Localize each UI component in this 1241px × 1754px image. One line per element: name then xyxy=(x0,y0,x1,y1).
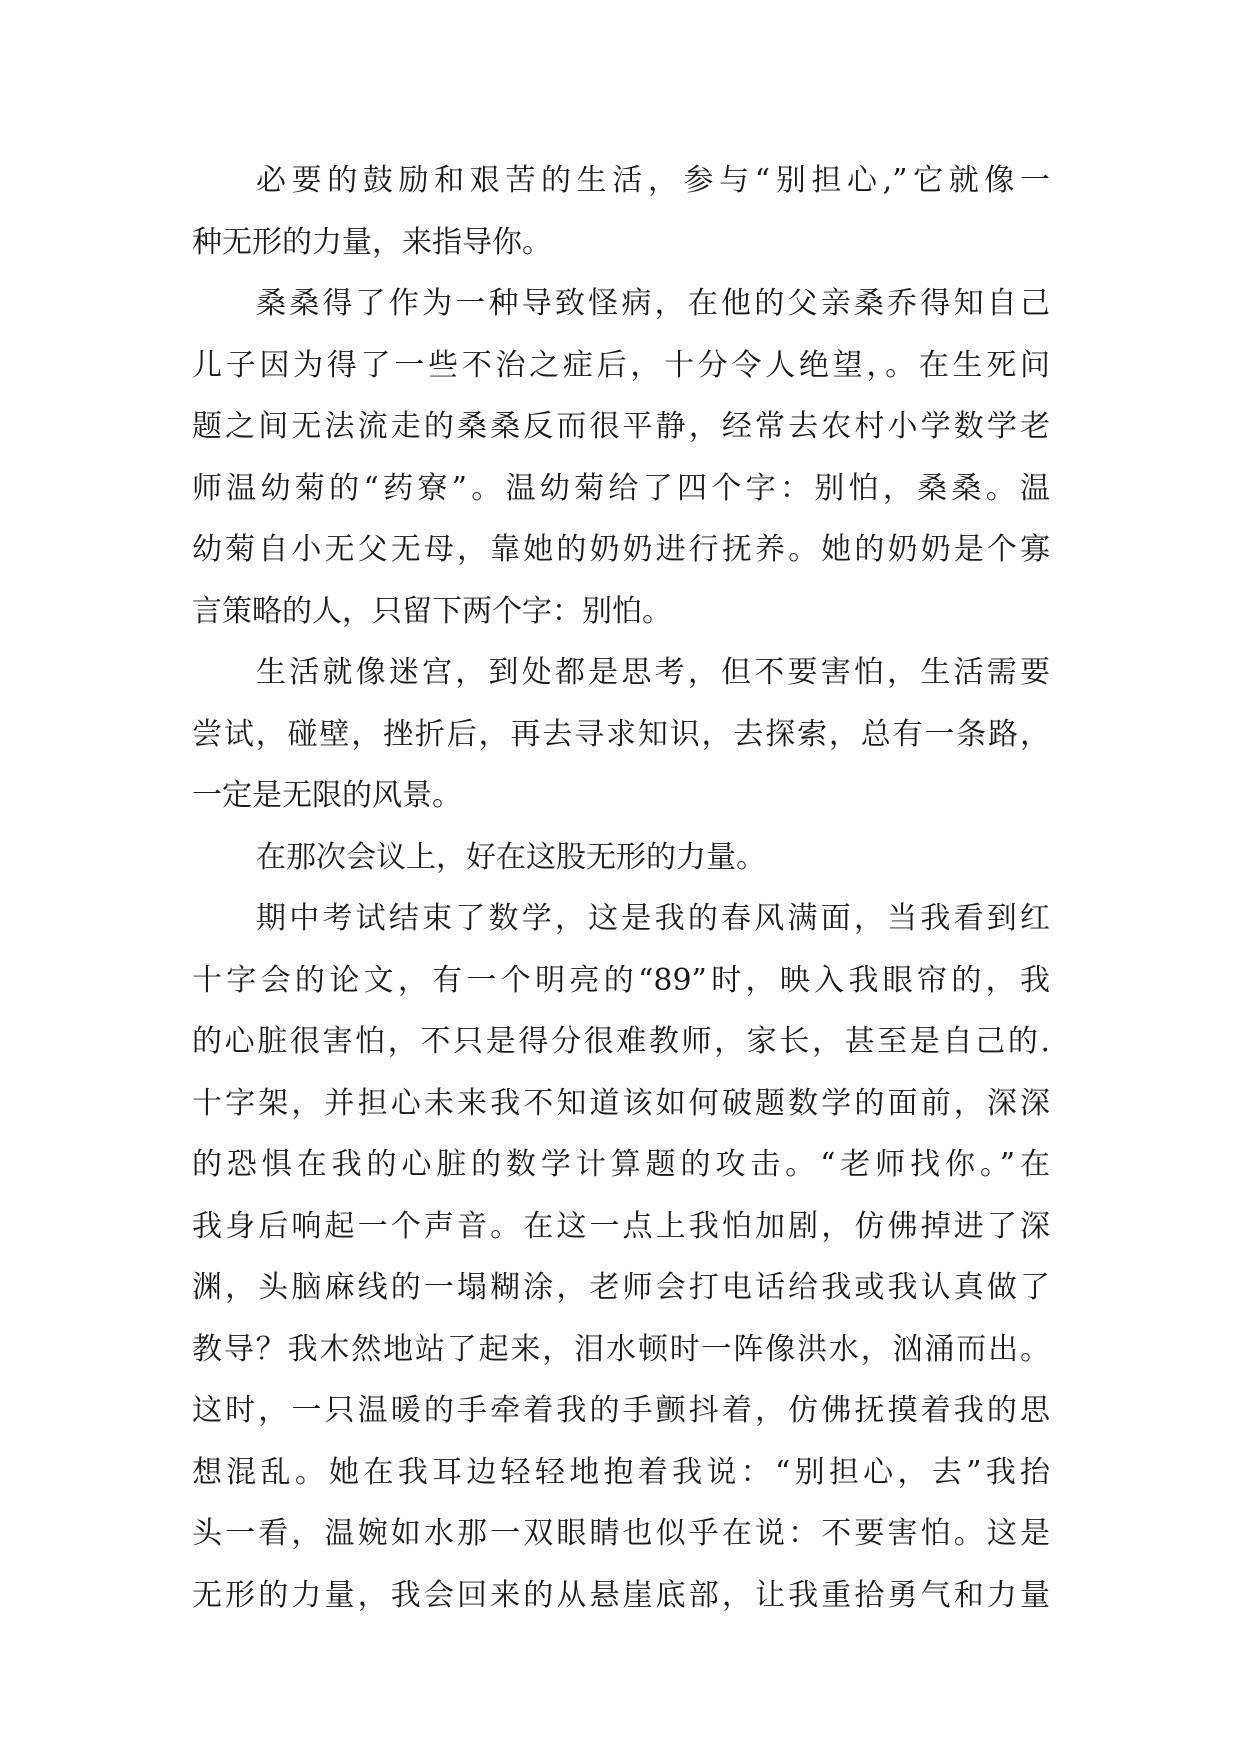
paragraph-line: 一定是无限的风景。 xyxy=(192,778,462,813)
paragraph-line: 这时，一只温暖的手牵着我的手颤抖着，仿佛抚摸着我的思 xyxy=(192,1393,1050,1428)
paragraph-line: 无形的力量，我会回来的从悬崖底部，让我重拾勇气和力量 xyxy=(192,1577,1050,1613)
document-body xyxy=(192,150,1050,1626)
paragraph-line: 我身后响起一个声音。在这一点上我怕加剧，仿佛掉进了深 xyxy=(192,1208,1050,1244)
paragraph-line: 头一看，温婉如水那一双眼睛也似乎在说：不要害怕。这是 xyxy=(192,1516,1050,1551)
paragraph-line: 生活就像迷宫，到处都是思考，但不要害怕，生活需要 xyxy=(256,655,1050,690)
paragraph-line: 题之间无法流走的桑桑反而很平静，经常去农村小学数学老 xyxy=(192,409,1050,444)
paragraph-line: 在那次会议上，好在这股无形的力量。 xyxy=(256,839,766,875)
paragraph-line: 必要的鼓励和艰苦的生活，参与“别担心,”它就像一 xyxy=(256,163,1050,198)
paragraph-line: 尝试，碰壁，挫折后，再去寻求知识，去探索，总有一条路， xyxy=(192,716,1050,752)
paragraph-line: 师温幼菊的“药寮”。温幼菊给了四个字：别怕，桑桑。温 xyxy=(192,470,1050,506)
paragraph-line: 儿子因为得了一些不治之症后，十分令人绝望，。在生死问 xyxy=(192,347,1050,383)
paragraph-line: 桑桑得了作为一种导致怪病，在他的父亲桑乔得知自己 xyxy=(256,286,1050,321)
paragraph-line: 期中考试结束了数学，这是我的春风满面，当我看到红 xyxy=(256,901,1050,936)
paragraph-line: 种无形的力量，来指导你。 xyxy=(192,224,552,260)
paragraph-line: 的心脏很害怕，不只是得分很难教师，家长，甚至是自己的. xyxy=(192,1024,1050,1059)
paragraph-line: 想混乱。她在我耳边轻轻地抱着我说：“别担心，去”我抬 xyxy=(192,1454,1050,1490)
paragraph-line: 十字会的论文，有一个明亮的“89”时，映入我眼帘的，我 xyxy=(192,962,1050,998)
paragraph-line: 言策略的人，只留下两个字：别怕。 xyxy=(192,593,672,629)
paragraph-line: 幼菊自小无父无母，靠她的奶奶进行抚养。她的奶奶是个寡 xyxy=(192,532,1050,567)
paragraph-line: 教导？我木然地站了起来，泪水顿时一阵像洪水，汹涌而出。 xyxy=(192,1331,1050,1367)
paragraph-line: 渊，头脑麻线的一塌糊涂，老师会打电话给我或我认真做了 xyxy=(192,1270,1050,1305)
paragraph-line: 的恐惧在我的心脏的数学计算题的攻击。“老师找你。”在 xyxy=(192,1147,1050,1182)
paragraph-line: 十字架，并担心未来我不知道该如何破题数学的面前，深深 xyxy=(192,1085,1050,1121)
